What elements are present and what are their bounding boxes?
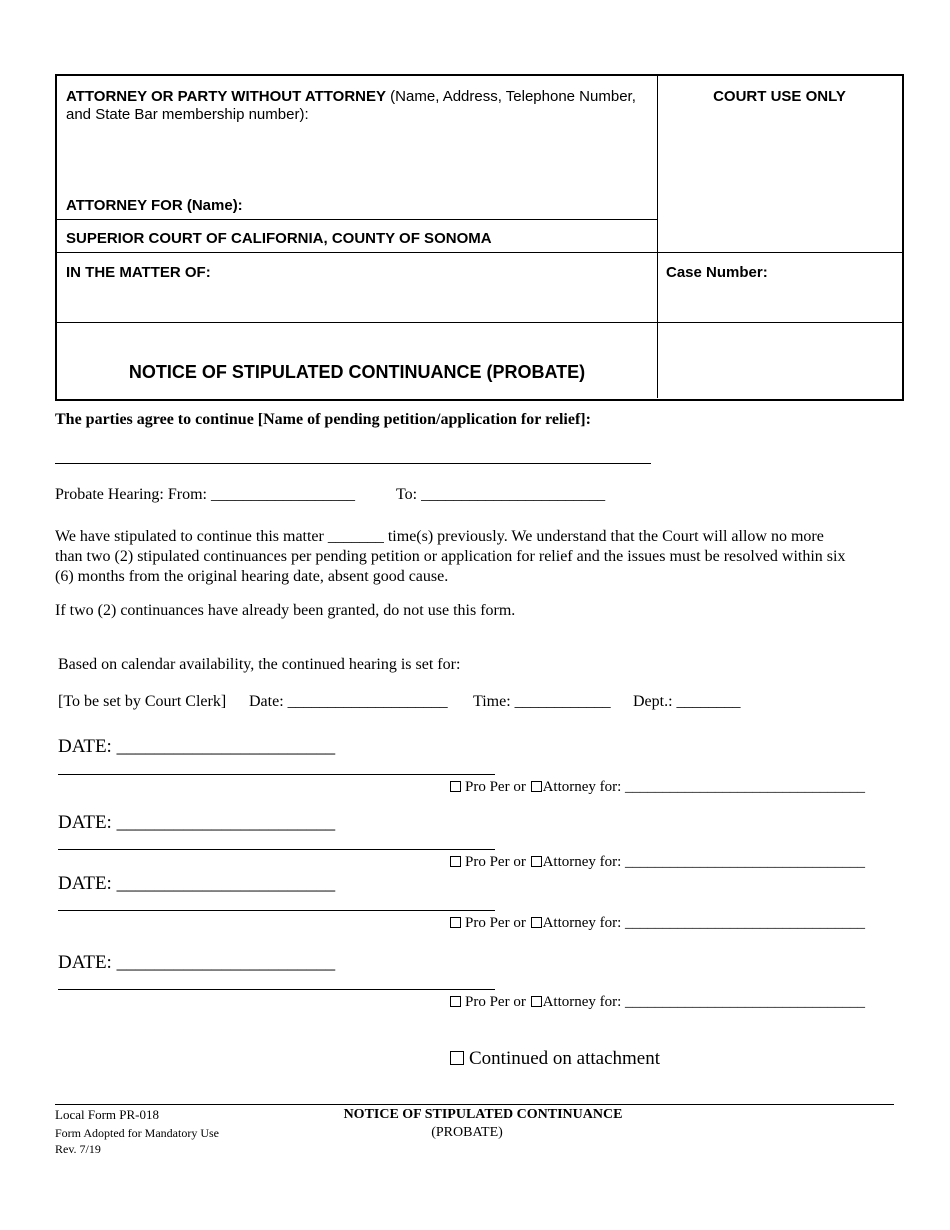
attorney-for-label-1: Attorney for: ________________________________ [542, 779, 866, 795]
stipulated-paragraph-line1: We have stipulated to continue this matter _______ time(s) previously. We understand that the Court will allow no more [55, 528, 824, 545]
footer-form-number: Local Form PR-018 [55, 1107, 159, 1122]
pro-per-checkbox-4[interactable] [450, 996, 461, 1007]
pro-per-label-1: Pro Per or [465, 779, 526, 795]
signature-date-1: DATE: _______________________ [58, 736, 336, 757]
hearing-date-field: Date: ____________________ [249, 693, 448, 710]
pro-per-checkbox-1[interactable] [450, 781, 461, 792]
agree-heading: The parties agree to continue [Name of pending petition/application for relief]: [55, 411, 591, 428]
attorney-info-label-bold: ATTORNEY OR PARTY WITHOUT ATTORNEY [66, 88, 387, 105]
attorney-checkbox-4[interactable] [531, 996, 542, 1007]
footer-title-line1: NOTICE OF STIPULATED CONTINUANCE [343, 1107, 623, 1122]
party-type-row-1 [450, 778, 865, 797]
signature-line-1 [58, 774, 495, 775]
pro-per-checkbox-2[interactable] [450, 856, 461, 867]
court-use-only-label: COURT USE ONLY [713, 88, 846, 105]
pro-per-label-2: Pro Per or [465, 854, 526, 870]
attorney-checkbox-1[interactable] [531, 781, 542, 792]
footer-rule [55, 1104, 894, 1105]
matter-label: IN THE MATTER OF: [66, 264, 211, 281]
signature-date-3: DATE: _______________________ [58, 873, 336, 894]
pro-per-checkbox-3[interactable] [450, 917, 461, 928]
signature-line-2 [58, 849, 495, 850]
footer-revision: Rev. 7/19 [55, 1142, 101, 1156]
hearing-time-field: Time: ____________ [473, 693, 611, 710]
caption-rule-attorney [57, 219, 657, 220]
two-continuances-note: If two (2) continuances have already been granted, do not use this form. [55, 602, 516, 619]
party-type-row-4 [450, 993, 865, 1012]
petition-name-line [55, 463, 651, 464]
footer-title-line2: (PROBATE) [431, 1125, 503, 1140]
attachment-row [450, 1048, 660, 1070]
attorney-for-label-4: Attorney for: ________________________________ [542, 994, 866, 1010]
court-name: SUPERIOR COURT OF CALIFORNIA, COUNTY OF SONOMA [66, 230, 492, 247]
attorney-for-label-3: Attorney for: ________________________________ [542, 915, 866, 931]
calendar-note: Based on calendar availability, the continued hearing is set for: [58, 656, 461, 673]
attorney-for-label-2: Attorney for: ________________________________ [542, 854, 866, 870]
pro-per-label-3: Pro Per or [465, 915, 526, 931]
attachment-label: Continued on attachment [469, 1048, 661, 1069]
pro-per-label-4: Pro Per or [465, 994, 526, 1010]
probate-hearing-from: Probate Hearing: From: __________________ [55, 486, 355, 503]
footer-adopted: Form Adopted for Mandatory Use [55, 1126, 219, 1140]
caption-rule-matter [57, 322, 902, 323]
probate-hearing-to: To: _______________________ [396, 486, 606, 503]
signature-line-3 [58, 910, 495, 911]
court-clerk-label: [To be set by Court Clerk] [58, 693, 227, 710]
case-number-label: Case Number: [666, 264, 768, 281]
signature-line-4 [58, 989, 495, 990]
attorney-info-label [66, 88, 636, 124]
attorney-for-label: ATTORNEY FOR (Name): [66, 197, 243, 214]
caption-column-divider [657, 76, 658, 398]
attorney-info-label-rest: (Name, Address, Telephone Number, and State Bar membership number): [66, 88, 636, 123]
caption-rule-court [57, 252, 902, 253]
hearing-dept-field: Dept.: ________ [633, 693, 741, 710]
attachment-checkbox[interactable] [450, 1051, 464, 1065]
form-title: NOTICE OF STIPULATED CONTINUANCE (PROBATE) [128, 362, 586, 382]
stipulated-paragraph-line3: (6) months from the original hearing date, absent good cause. [55, 568, 449, 585]
signature-date-4: DATE: _______________________ [58, 952, 336, 973]
stipulated-paragraph-line2: than two (2) stipulated continuances per pending petition or application for relief and the issues must be resolved within six [55, 548, 846, 565]
attorney-checkbox-2[interactable] [531, 856, 542, 867]
attorney-checkbox-3[interactable] [531, 917, 542, 928]
caption-box [55, 74, 904, 401]
party-type-row-2 [450, 853, 865, 872]
signature-date-2: DATE: _______________________ [58, 812, 336, 833]
party-type-row-3 [450, 914, 865, 933]
